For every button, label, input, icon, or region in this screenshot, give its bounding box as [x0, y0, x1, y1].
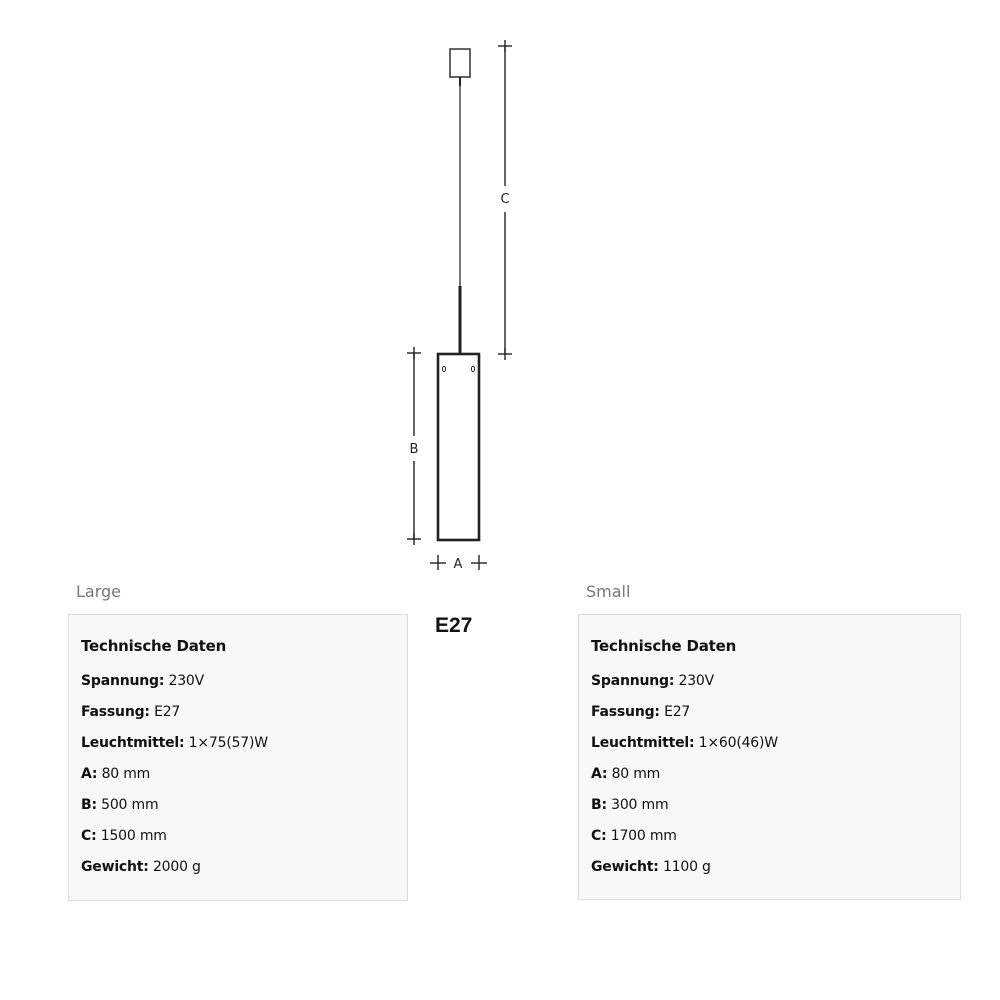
spec-key: Spannung:	[81, 673, 165, 689]
spec-key: C:	[591, 828, 607, 844]
dimension-b-label: B	[409, 442, 419, 457]
spec-box-small	[578, 614, 961, 900]
lamp-body	[438, 354, 479, 540]
spec-row-b	[591, 797, 948, 828]
spec-value: 1×75(57)W	[188, 735, 268, 751]
spec-key: C:	[81, 828, 97, 844]
spec-value: 1700 mm	[610, 828, 677, 844]
spec-value: 230V	[678, 673, 715, 689]
spec-key: A:	[591, 766, 608, 782]
spec-value: 80 mm	[101, 766, 151, 782]
spec-key: B:	[81, 797, 97, 813]
spec-key: Fassung:	[81, 704, 150, 720]
spec-row-a	[81, 766, 395, 797]
spec-row-bulb	[81, 735, 395, 766]
spec-row-voltage	[81, 673, 395, 704]
spec-row-voltage	[591, 673, 948, 704]
variant-title-large: Large	[76, 582, 122, 601]
spec-value: 1×60(46)W	[698, 735, 778, 751]
spec-value: 80 mm	[611, 766, 661, 782]
variant-title-small: Small	[586, 582, 631, 601]
spec-heading: Technische Daten	[81, 637, 227, 655]
spec-value: 1100 g	[662, 859, 711, 875]
spec-row-c	[591, 828, 948, 859]
spec-key: Gewicht:	[591, 859, 659, 875]
spec-row-a	[591, 766, 948, 797]
lamp-rivet-left	[442, 366, 445, 371]
spec-row-socket	[81, 704, 395, 735]
socket-heading: E27	[435, 614, 473, 637]
dimension-a-label: A	[453, 557, 463, 572]
dimension-c-label: C	[500, 192, 510, 207]
spec-value: E27	[154, 704, 181, 720]
ceiling-canopy	[450, 49, 470, 77]
spec-key: Leuchtmittel:	[81, 735, 185, 751]
spec-key: Spannung:	[591, 673, 675, 689]
spec-value: 500 mm	[101, 797, 159, 813]
spec-row-c	[81, 828, 395, 859]
spec-key: Gewicht:	[81, 859, 149, 875]
spec-key: B:	[591, 797, 607, 813]
spec-row-bulb	[591, 735, 948, 766]
spec-heading: Technische Daten	[591, 637, 737, 655]
spec-row-weight	[81, 859, 395, 890]
spec-box-large	[68, 614, 408, 901]
spec-value: 2000 g	[152, 859, 201, 875]
spec-key: A:	[81, 766, 98, 782]
spec-key: Fassung:	[591, 704, 660, 720]
spec-value: E27	[664, 704, 691, 720]
spec-row-socket	[591, 704, 948, 735]
spec-row-weight	[591, 859, 948, 890]
spec-value: 1500 mm	[100, 828, 167, 844]
spec-key: Leuchtmittel:	[591, 735, 695, 751]
spec-value: 230V	[168, 673, 205, 689]
spec-row-b	[81, 797, 395, 828]
spec-value: 300 mm	[611, 797, 669, 813]
lamp-rivet-right	[471, 366, 474, 371]
